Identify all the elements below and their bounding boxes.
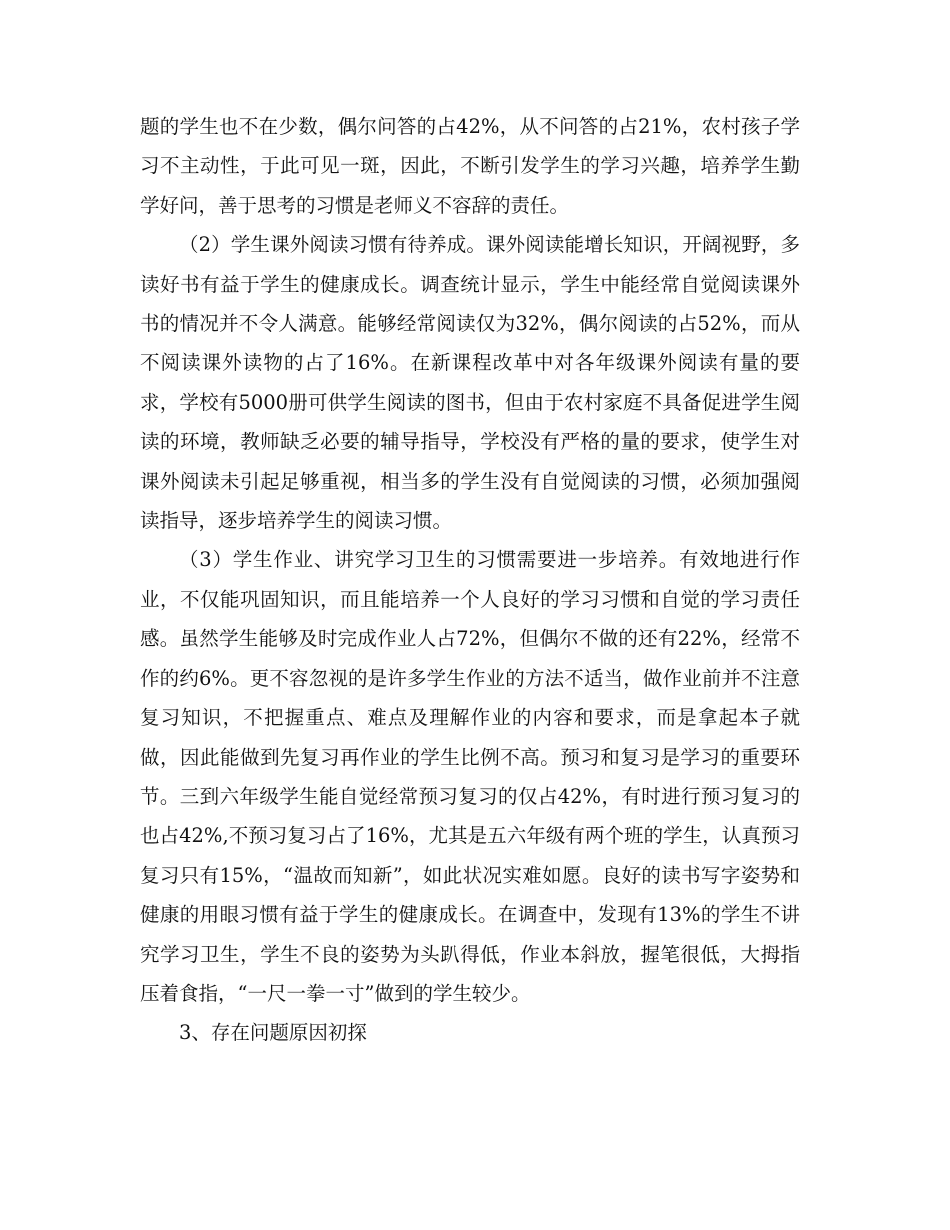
document-body (140, 107, 800, 1053)
section-heading-causes: 3、存在问题原因初探 (179, 1021, 367, 1045)
paragraph-reading-habits: （2）学生课外阅读习惯有待养成。课外阅读能增长知识，开阔视野，多读好书有益于学生的健康成长。调查统计显示，学生中能经常自觉阅读课外书的情况并不令人满意。能够经常阅读仅为32%，偶尔阅读的占52%，而从不阅读课外读物的占了16%。在新课程改革中对各年级课外阅读有量的要求，学校有5000册可供学生阅读的图书，但由于农村家庭不具备促进学生阅读的环境，教师缺乏必要的辅导指导，学校没有严格的量的要求，使学生对课外阅读未引起足够重视，相当多的学生没有自觉阅读的习惯，必须加强阅读指导，逐步培养学生的阅读习惯。 (140, 233, 800, 533)
paragraph-continuation: 题的学生也不在少数，偶尔问答的占42%，从不问答的占21%，农村孩子学习不主动性，于此可见一斑，因此，不断引发学生的学习兴趣，培养学生勤学好问，善于思考的习惯是老师义不容辞的责任。 (140, 115, 800, 217)
paragraph-homework-habits: （3）学生作业、讲究学习卫生的习惯需要进一步培养。有效地进行作业，不仅能巩固知识，而且能培养一个人良好的学习习惯和自觉的学习责任感。虽然学生能够及时完成作业人占72%，但偶尔不做的还有22%，经常不作的约6%。更不容忽视的是许多学生作业的方法不适当，做作业前并不注意复习知识，不把握重点、难点及理解作业的内容和要求，而是拿起本子就做，因此能做到先复习再作业的学生比例不高。预习和复习是学习的重要环节。三到六年级学生能自觉经常预习复习的仅占42%，有时进行预习复习的也占42%,不预习复习占了16%，尤其是五六年级有两个班的学生，认真预习复习只有15%，“温故而知新”，如此状况实难如愿。良好的读书写字姿势和健康的用眼习惯有益于学生的健康成长。在调查中，发现有13%的学生不讲究学习卫生，学生不良的姿势为头趴得低，作业本斜放，握笔很低，大拇指压着食指，“一尺一拳一寸”做到的学生较少。 (140, 548, 800, 1005)
